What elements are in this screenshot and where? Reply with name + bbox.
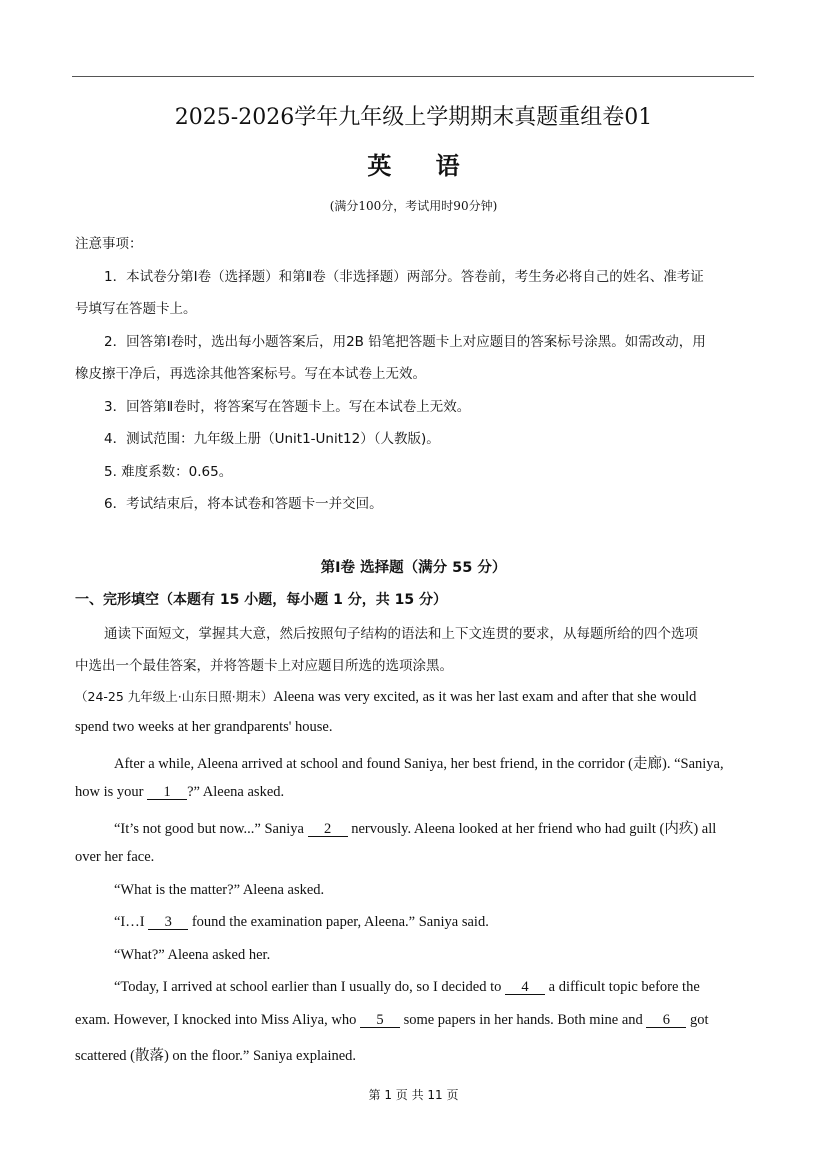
passage-line-8 [114,914,489,931]
passage-line-10 [114,979,700,996]
passage-text: exam. However, I knocked into Miss Aliya, who [75,1012,357,1028]
source-note: （24-25 九年级上·山东日照·期末） [75,689,274,704]
passage-line-11 [75,1012,709,1029]
intro-b: 中选出一个最佳答案，并将答题卡上对应题目所选的选项涂黑。 [75,658,453,674]
passage-text: “It’s not good but now...” Saniya [114,821,304,837]
header-rule [72,76,754,77]
passage-line-2: spend two weeks at her grandparents' house. [75,719,333,735]
note-5: 5. 难度系数：0.65。 [104,464,233,480]
page-footer: 第 1 页 共 11 页 [368,1088,459,1102]
passage-text: found the examination paper, Aleena.” Saniya said. [191,914,489,930]
note-4: 4．测试范围：九年级上册（Unit1-Unit12）（人教版)。 [104,431,440,447]
blank-6[interactable]: 6 [646,1013,686,1028]
passage-line-4 [75,784,284,801]
passage-line-1 [75,687,696,706]
passage-text: “I…I [114,914,145,930]
subject-title: 英 语 [367,152,478,180]
passage-text: some papers in her hands. Both mine and [403,1012,643,1028]
note-2b: 橡皮擦干净后，再选涂其他答案标号。写在本试卷上无效。 [75,366,426,382]
notes-heading: 注意事项： [75,236,143,252]
passage-text: ?” Aleena asked. [187,784,285,800]
passage-text: got [690,1012,709,1028]
passage-text: nervously. Aleena looked at her friend who had guilt (内疚) all [351,821,717,837]
passage-line-3: After a while, Aleena arrived at school and found Saniya, her best friend, in the corridor (走廊). “Saniya, [114,756,724,772]
note-1b: 号填写在答题卡上。 [75,301,197,317]
passage-line-7: “What is the matter?” Aleena asked. [114,882,325,898]
section-title: 第Ⅰ卷 选择题（满分 55 分） [320,560,507,576]
passage-text: a difficult topic before the [548,979,700,995]
passage-text: how is your [75,784,144,800]
blank-3[interactable]: 3 [148,915,188,930]
exam-meta: (满分100分，考试用时90分钟) [329,199,498,213]
note-6: 6．考试结束后，将本试卷和答题卡一并交回。 [104,496,383,512]
passage-line-6: over her face. [75,849,155,865]
passage-line-5 [114,817,716,838]
blank-1[interactable]: 1 [147,785,187,800]
passage-line-9: “What?” Aleena asked her. [114,947,271,963]
passage-text: Aleena was very excited, as it was her last exam and after that she would [273,689,697,705]
passage-text: “Today, I arrived at school earlier than I usually do, so I decided to [114,979,502,995]
passage-line-12: scattered (散落) on the floor.” Saniya explained. [75,1048,357,1064]
part-title: 一、完形填空（本题有 15 小题，每小题 1 分，共 15 分） [75,592,447,608]
intro-a: 通读下面短文，掌握其大意，然后按照句子结构的语法和上下文连贯的要求，从每题所给的四个选项 [104,626,698,642]
note-2a: 2．回答第Ⅰ卷时，选出每小题答案后，用2B 铅笔把答题卡上对应题目的答案标号涂黑。如需改动，用 [104,334,706,350]
blank-4[interactable]: 4 [505,980,545,995]
blank-2[interactable]: 2 [308,822,348,837]
note-1a: 1．本试卷分第Ⅰ卷（选择题）和第Ⅱ卷（非选择题）两部分。答卷前，考生务必将自己的姓名、准考证 [104,269,704,285]
note-3: 3．回答第Ⅱ卷时，将答案写在答题卡上。写在本试卷上无效。 [104,399,471,415]
page-title: 2025-2026学年九年级上学期期末真题重组卷01 [174,105,653,130]
blank-5[interactable]: 5 [360,1013,400,1028]
